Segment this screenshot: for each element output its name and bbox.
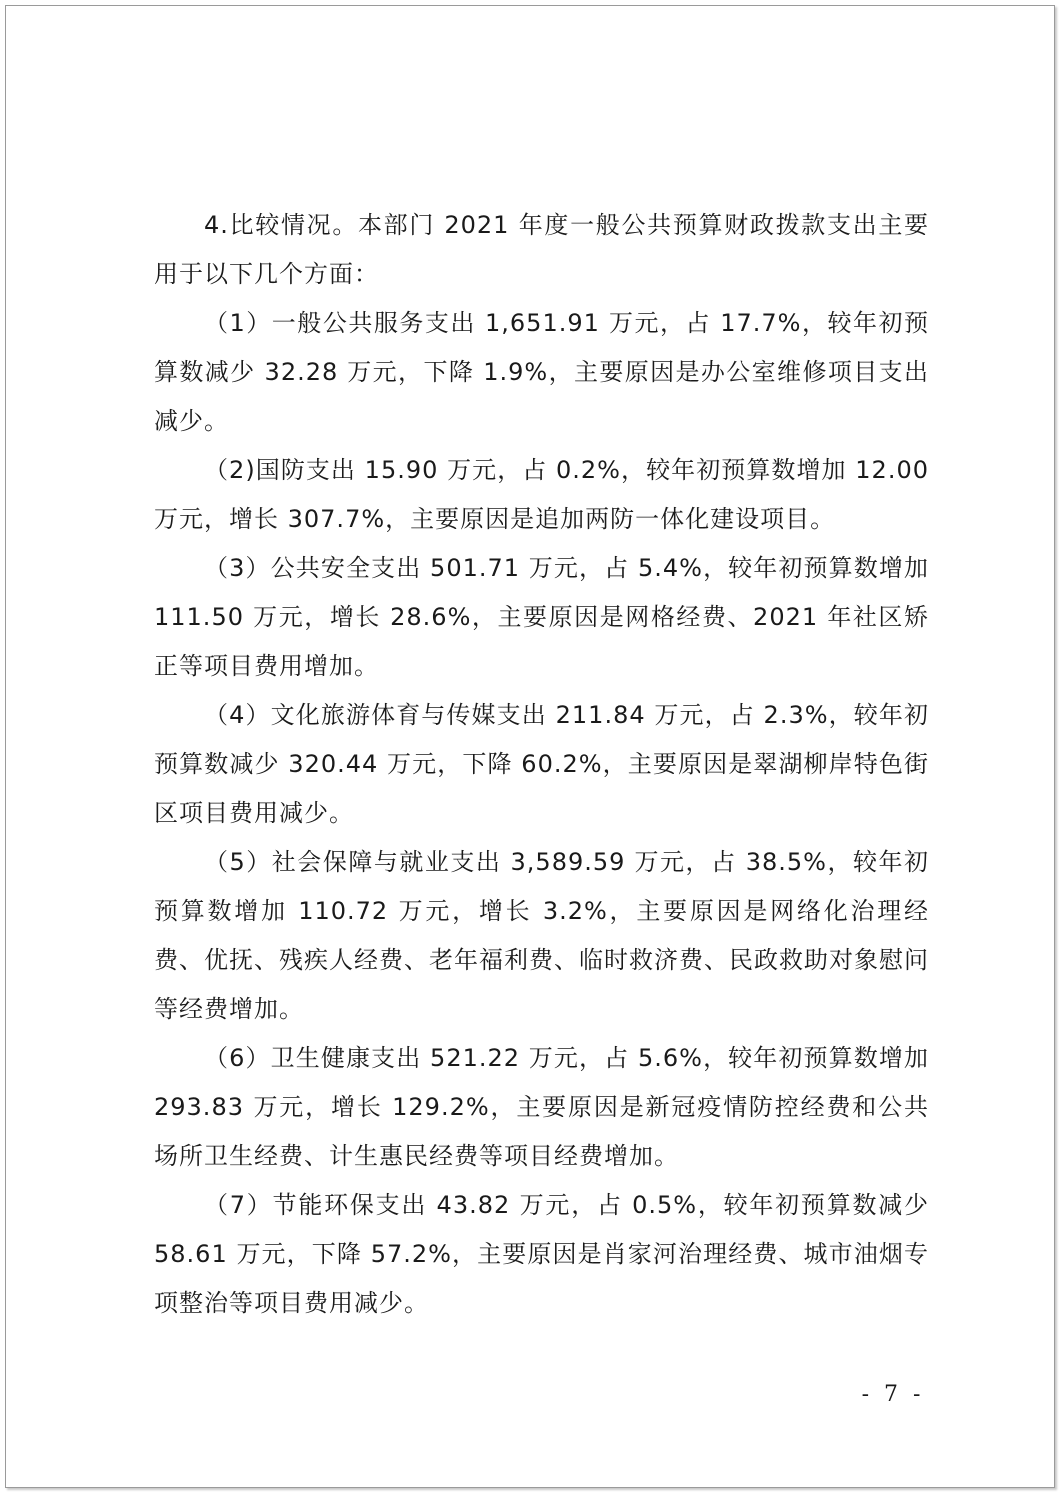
document-body: [154, 201, 929, 1328]
paragraph-general-public-services: （1）一般公共服务支出 1,651.91 万元，占 17.7%，较年初预算数减少 32.28 万元，下降 1.9%，主要原因是办公室维修项目支出减少。: [154, 309, 929, 435]
paragraph-national-defense: （2)国防支出 15.90 万元，占 0.2%，较年初预算数增加 12.00 万元，增长 307.7%，主要原因是追加两防一体化建设项目。: [154, 456, 929, 533]
page-number: - 7 -: [861, 1382, 925, 1407]
paragraph-social-security-employment: （5）社会保障与就业支出 3,589.59 万元，占 38.5%，较年初预算数增加 110.72 万元，增长 3.2%，主要原因是网络化治理经费、优抚、残疾人经费、老年福利费、临时救济费、民政救助对象慰问等经费增加。: [154, 848, 929, 1023]
paragraph-comparison-intro: 4.比较情况。本部门 2021 年度一般公共预算财政拨款支出主要用于以下几个方面：: [154, 211, 929, 288]
paragraph-energy-environment: （7）节能环保支出 43.82 万元，占 0.5%，较年初预算数减少 58.61 万元，下降 57.2%，主要原因是肖家河治理经费、城市油烟专项整治等项目费用减少。: [154, 1191, 929, 1317]
paragraph-health: （6）卫生健康支出 521.22 万元，占 5.6%，较年初预算数增加 293.83 万元，增长 129.2%，主要原因是新冠疫情防控经费和公共场所卫生经费、计生惠民经费等项目经费增加。: [154, 1044, 929, 1170]
document-page: [5, 5, 1055, 1488]
paragraph-culture-tourism-sports-media: （4）文化旅游体育与传媒支出 211.84 万元，占 2.3%，较年初预算数减少 320.44 万元，下降 60.2%，主要原因是翠湖柳岸特色街区项目费用减少。: [154, 701, 929, 827]
paragraph-public-security: （3）公共安全支出 501.71 万元，占 5.4%，较年初预算数增加 111.50 万元，增长 28.6%，主要原因是网格经费、2021 年社区矫正等项目费用增加。: [154, 554, 929, 680]
